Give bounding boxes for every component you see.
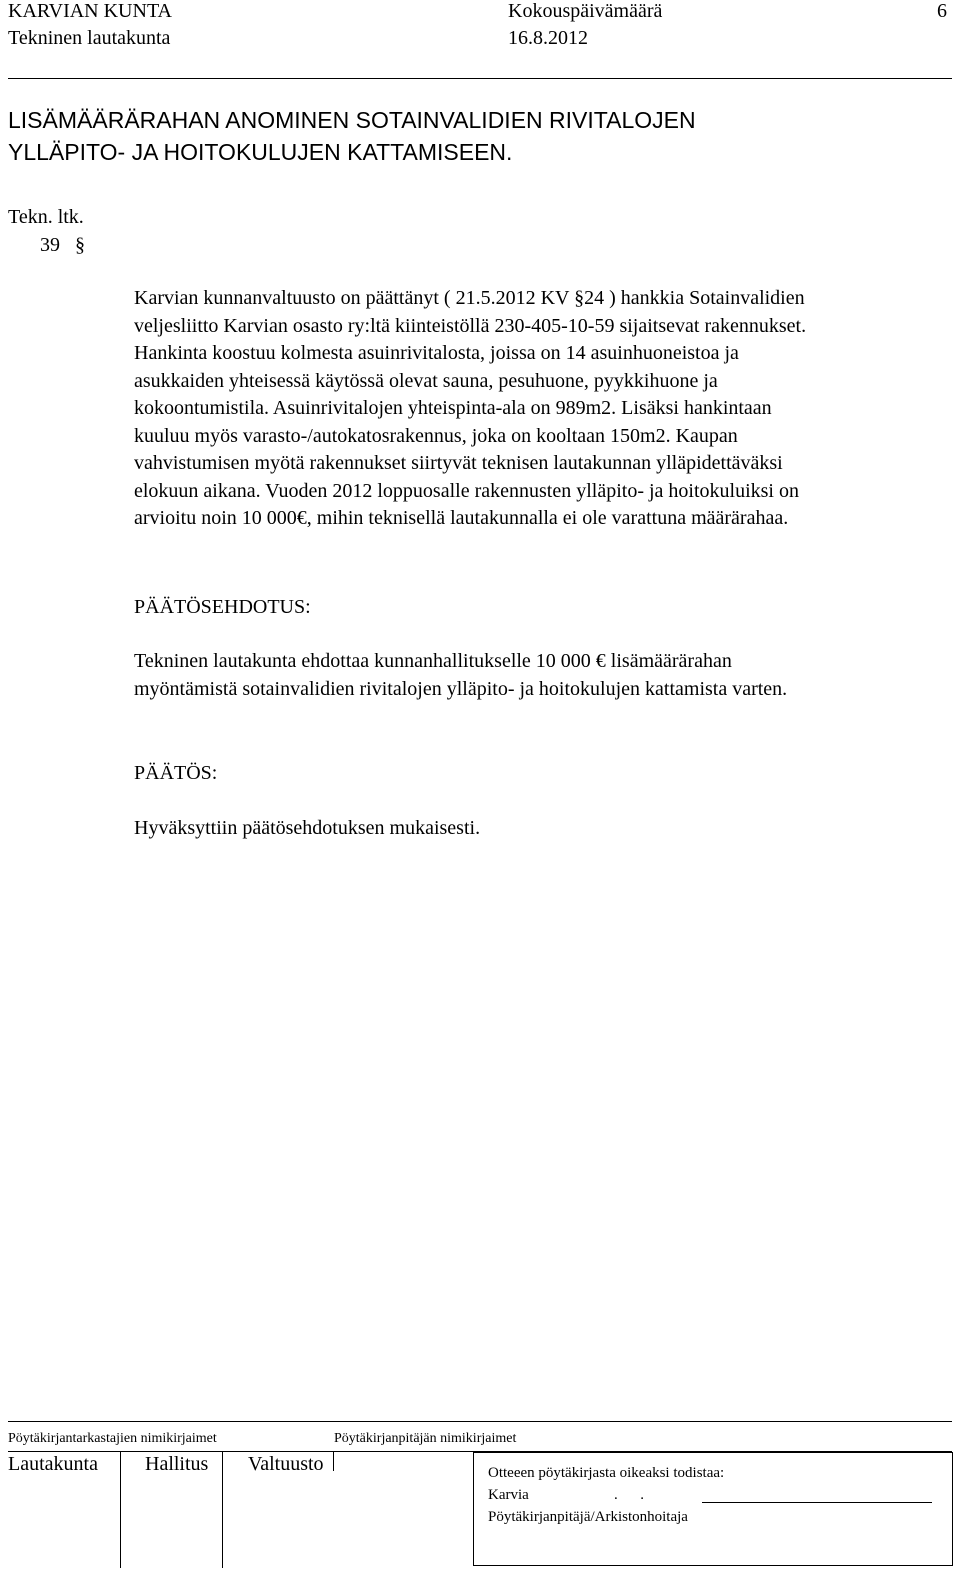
body-text [134, 285, 806, 533]
column-board: Lautakunta [8, 1453, 98, 1475]
section-board-abbr: Tekn. ltk. [8, 206, 84, 228]
body-line: Hankinta koostuu kolmesta asuinrivitalosta, joissa on 14 asuinhuoneistoa ja [134, 342, 739, 364]
board-name: Tekninen lautakunta [8, 27, 171, 49]
title-line-1: LISÄMÄÄRÄRAHAN ANOMINEN SOTAINVALIDIEN RIVITALOJEN [8, 107, 696, 133]
inspectors-signatures-label: Pöytäkirjantarkastajien nimikirjaimet [8, 1431, 217, 1446]
extract-place: Karvia [488, 1487, 529, 1503]
decision-heading: PÄÄTÖS: [134, 762, 218, 784]
column-council: Valtuusto [248, 1453, 324, 1475]
proposal-line: myöntämistä sotainvalidien rivitalojen ylläpito- ja hoitokulujen kattamista varten. [134, 678, 788, 700]
secretary-signature-label: Pöytäkirjanpitäjän nimikirjaimet [334, 1431, 517, 1446]
footer-divider-top [8, 1421, 952, 1422]
column-separator [120, 1451, 121, 1568]
body-line: elokuun aikana. Vuoden 2012 loppuosalle rakennusten ylläpito- ja hoitokuluiksi on [134, 479, 799, 502]
column-government: Hallitus [145, 1453, 209, 1475]
section-number-value: 39 [40, 234, 60, 256]
body-line: vahvistumisen myötä rakennukset siirtyvät teknisen lautakunnan ylläpidettäväksi [134, 452, 783, 474]
body-line: veljesliitto Karvian osasto ry:ltä kiinteistöllä 230-405-10-59 sijaitsevat rakennukset. [134, 314, 807, 337]
meeting-date: 16.8.2012 [508, 27, 588, 49]
extract-date-dots: . . [614, 1487, 644, 1503]
meeting-date-label: Kokouspäivämäärä [508, 0, 663, 22]
decision-text: Hyväksyttiin päätösehdotuksen mukaisesti. [134, 817, 481, 839]
proposal-line: Tekninen lautakunta ehdottaa kunnanhallitukselle 10 000 € lisämäärärahan [134, 650, 732, 672]
body-line: kokoontumistila. Asuinrivitalojen yhteispinta-ala on 989m2. Lisäksi hankintaan [134, 397, 772, 419]
section-number [40, 231, 85, 259]
header-divider [8, 78, 952, 79]
document-title [8, 104, 696, 168]
signer-title: Pöytäkirjanpitäjä/Arkistonhoitaja [488, 1509, 688, 1525]
body-line: asukkaiden yhteisessä käytössä olevat sauna, pesuhuone, pyykkihuone ja [134, 369, 718, 392]
extract-certification-box [473, 1452, 953, 1566]
title-line-2: YLLÄPITO- JA HOITOKULUJEN KATTAMISEEN. [8, 139, 513, 165]
page-number: 6 [937, 0, 947, 22]
proposal-heading: PÄÄTÖSEHDOTUS: [134, 596, 311, 618]
signature-line [702, 1502, 932, 1503]
section-symbol: § [75, 234, 85, 256]
body-line: kuuluu myös varasto-/autokatosrakennus, joka on kooltaan 150m2. Kaupan [134, 424, 738, 447]
proposal-text [134, 647, 787, 703]
body-line: Karvian kunnanvaltuusto on päättänyt ( 21.5.2012 KV §24 ) hankkia Sotainvalidien [134, 287, 805, 309]
column-separator [222, 1451, 223, 1568]
column-separator [333, 1451, 334, 1471]
extract-title: Otteeen pöytäkirjasta oikeaksi todistaa: [488, 1465, 725, 1481]
body-line: arvioitu noin 10 000€, mihin teknisellä lautakunnalla ei ole varattuna määrärahaa. [134, 507, 789, 529]
municipality-name: KARVIAN KUNTA [8, 0, 173, 22]
